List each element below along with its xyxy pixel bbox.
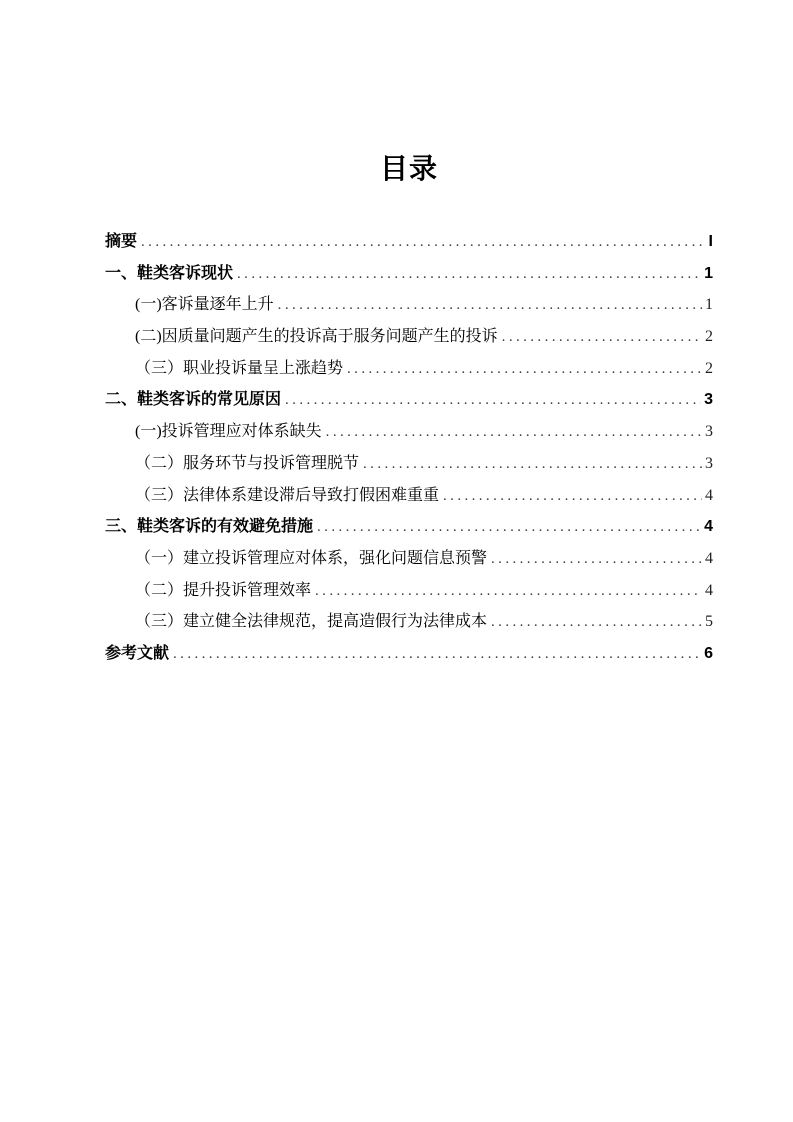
- toc-entry-label: （三）法律体系建设滞后导致打假困难重重: [135, 486, 440, 504]
- toc-entry-label: （二）提升投诉管理效率: [135, 581, 312, 599]
- toc-page-number: 3: [704, 391, 713, 409]
- toc-entry-label: (二)因质量问题产生的投诉高于服务问题产生的投诉: [135, 328, 498, 346]
- toc-page-number: I: [708, 233, 713, 250]
- toc-entry[interactable]: [105, 606, 713, 638]
- toc-entry[interactable]: [105, 511, 713, 543]
- toc-page-number: 4: [705, 486, 713, 504]
- toc-dot-leader: [491, 543, 702, 576]
- toc-page-number: 1: [704, 264, 713, 282]
- toc-dot-leader: [315, 575, 702, 608]
- toc-entry-label: 摘要: [105, 233, 138, 250]
- toc-dot-leader: [347, 353, 702, 386]
- toc-entry-label: （三）职业投诉量呈上涨趋势: [135, 359, 344, 377]
- toc-page-number: 3: [705, 454, 713, 472]
- toc-dot-leader: [502, 321, 702, 354]
- toc-dot-leader: [141, 226, 706, 259]
- toc-page-number: 3: [705, 423, 713, 441]
- toc-page-number: 1: [705, 296, 713, 314]
- toc-entry[interactable]: [105, 575, 713, 607]
- toc-dot-leader: [443, 480, 702, 513]
- toc-page-number: 4: [705, 549, 713, 567]
- toc-entry[interactable]: [105, 480, 713, 512]
- toc-page-number: 2: [705, 359, 713, 377]
- toc-entry[interactable]: [105, 226, 713, 258]
- toc-entry-label: 二、鞋类客诉的常见原因: [105, 391, 282, 409]
- toc-page-number: 4: [704, 518, 713, 536]
- toc-dot-leader: [285, 384, 701, 417]
- toc-dot-leader: [173, 638, 701, 671]
- toc-entry[interactable]: [105, 353, 713, 385]
- toc-page-number: 4: [705, 581, 713, 599]
- toc-entry-label: (一)投诉管理应对体系缺失: [135, 423, 322, 441]
- toc-entry-label: （三）建立健全法律规范，提高造假行为法律成本: [135, 613, 488, 631]
- toc-entry-label: 一、鞋类客诉现状: [105, 264, 234, 282]
- toc-dot-leader: [491, 606, 702, 639]
- toc-entry-label: （一）建立投诉管理应对体系，强化问题信息预警: [135, 549, 488, 567]
- toc-entry[interactable]: [105, 543, 713, 575]
- toc-title: 目录: [379, 153, 438, 184]
- toc-dot-leader: [237, 258, 701, 291]
- toc-entry-label: (一)客诉量逐年上升: [135, 296, 274, 314]
- toc-dot-leader: [363, 448, 702, 481]
- toc-entry-label: （二）服务环节与投诉管理脱节: [135, 454, 360, 472]
- toc-entry[interactable]: [105, 416, 713, 448]
- toc-entry[interactable]: [105, 638, 713, 670]
- toc-dot-leader: [278, 289, 702, 322]
- toc-entry[interactable]: [105, 321, 713, 353]
- toc-page-number: 6: [704, 644, 713, 662]
- toc-entry[interactable]: [105, 448, 713, 480]
- toc-entry[interactable]: [105, 384, 713, 416]
- toc-entry[interactable]: [105, 258, 713, 290]
- toc-page-number: 5: [705, 613, 713, 631]
- toc-entry-label: 参考文献: [105, 644, 170, 662]
- toc-dot-leader: [317, 511, 701, 544]
- toc-list: [105, 226, 713, 670]
- toc-page-number: 2: [705, 328, 713, 346]
- toc-entry[interactable]: [105, 289, 713, 321]
- toc-entry-label: 三、鞋类客诉的有效避免措施: [105, 518, 314, 536]
- toc-dot-leader: [326, 416, 702, 449]
